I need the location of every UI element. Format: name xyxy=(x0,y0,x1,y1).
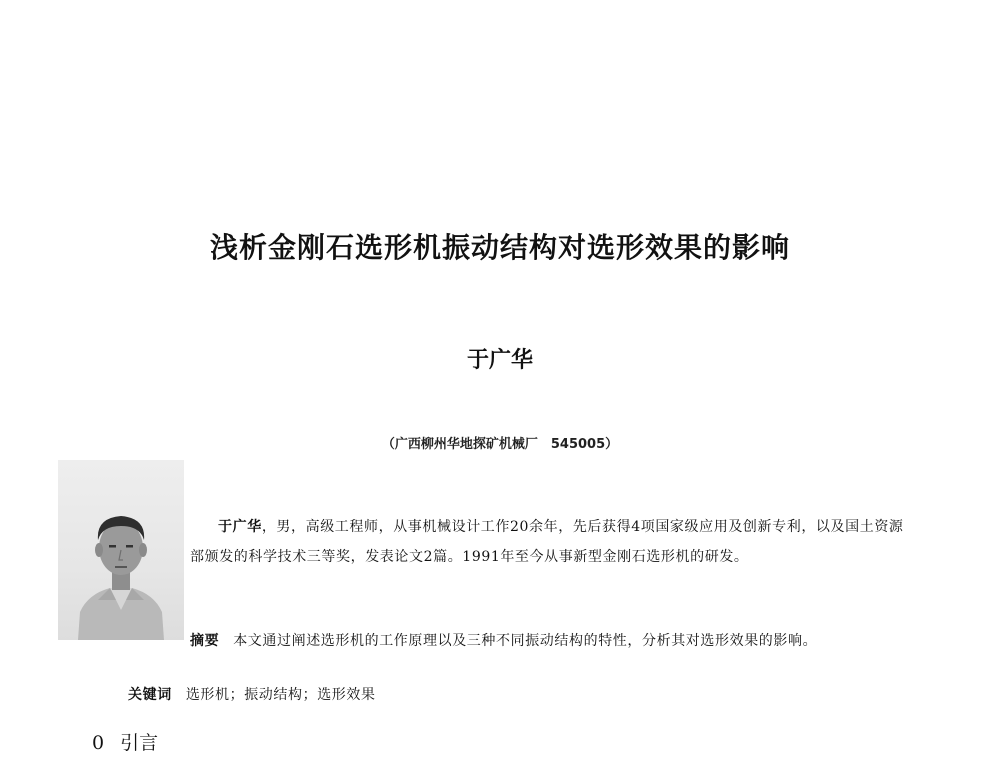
author-name: 于广华 xyxy=(466,348,533,373)
abstract xyxy=(128,625,888,657)
author-photo xyxy=(58,460,184,640)
abstract-label: 摘要 xyxy=(190,633,220,649)
bio-author-name: 于广华 xyxy=(218,519,262,535)
section-title: 引言 xyxy=(120,732,159,754)
bio-text: ，男，高级工程师，从事机械设计工作20余年，先后获得4项国家级应用及创新专利，以及国土资源部颁发的科学技术三等奖，发表论文2篇。1991年至今从事新型金刚石选形机的研发。 xyxy=(190,519,904,565)
keywords-text: 选形机；振动结构；选形效果 xyxy=(185,687,376,703)
section-number: 0 xyxy=(92,732,105,754)
abstract-text: 本文通过阐述选形机的工作原理以及三种不同振动结构的特性，分析其对选形效果的影响。 xyxy=(233,633,818,649)
keywords-label: 关键词 xyxy=(128,687,172,703)
paper-title: 浅析金刚石选形机振动结构对选形效果的影响 xyxy=(209,231,790,264)
keywords xyxy=(128,684,376,704)
author-affiliation: （广西柳州华地探矿机械厂 545005） xyxy=(381,437,619,452)
section-heading xyxy=(92,728,158,755)
author-bio xyxy=(190,512,918,572)
